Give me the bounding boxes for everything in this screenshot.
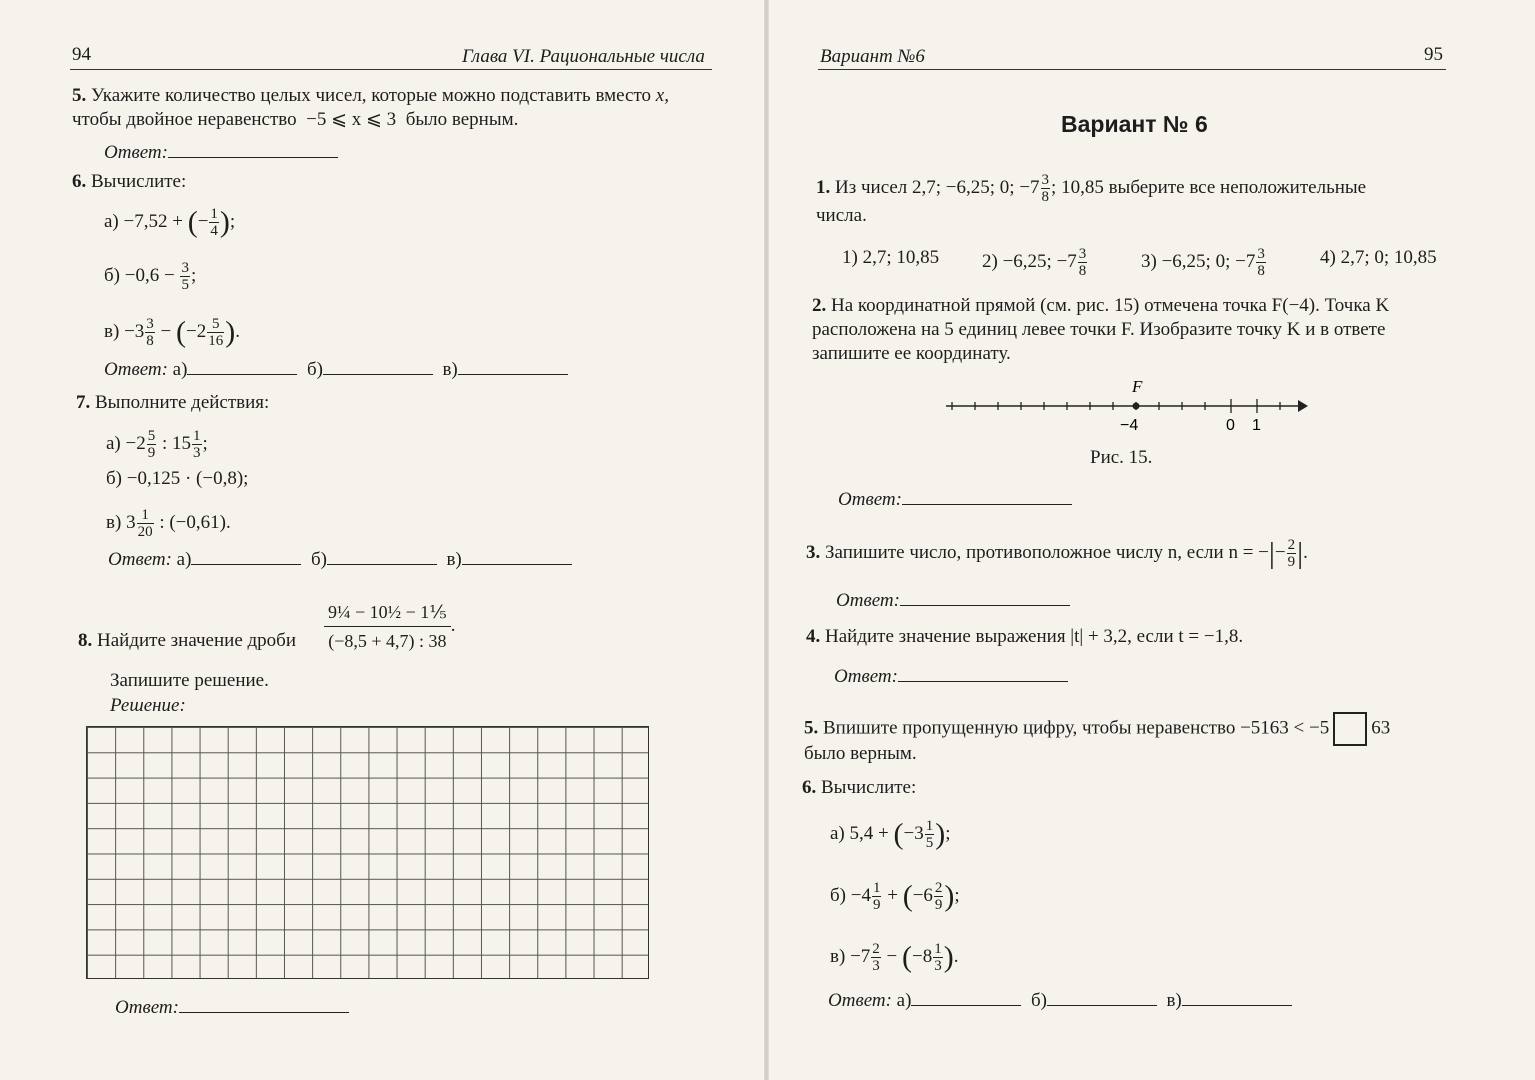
answer-line[interactable]: [179, 994, 349, 1013]
question-1-right: 1. Из чисел 2,7; −6,25; 0; −7 $\frac{3}{8}$ ; 10,85 выберите все неположительные: [816, 172, 1367, 205]
tick-label-1: 1: [1252, 417, 1261, 434]
q6-item-b: б) −0,6 − $\frac{3}{5}$ ;: [104, 260, 197, 293]
answer-line[interactable]: [902, 486, 1072, 505]
answer-line-b[interactable]: [327, 546, 437, 565]
header-rule-left: [70, 69, 712, 70]
number-line: [940, 372, 1320, 442]
answer-q7-left: Ответ: а) б) в): [108, 546, 572, 572]
answer-q4-right: Ответ:: [834, 663, 1068, 689]
question-5-right: 5. Впишите пропущенную цифру, чтобы неравенство −5163 < −5 63: [804, 712, 1390, 746]
answer-q8-left: Ответ:: [115, 994, 349, 1020]
q6-item-a: а) −7,52 + (− $\frac{1}{4}$ );: [104, 205, 236, 239]
chapter-header: Глава VI. Рациональные числа: [462, 46, 705, 67]
page-number-left: 94: [72, 44, 91, 65]
figure-caption: Рис. 15.: [1090, 447, 1153, 468]
q6r-item-b: б) −4 $\frac{1}{9}$ + (−6 $\frac{2}{9}$ );: [830, 879, 960, 913]
q1-option-2: 2) −6,25; −7 $\frac{3}{8}$: [982, 246, 1087, 279]
answer-line[interactable]: [898, 663, 1068, 682]
answer-line-a[interactable]: [191, 546, 301, 565]
question-2-right: 2. На координатной прямой (см. рис. 15) отмечена точка F(−4). Точка K: [812, 295, 1390, 316]
answer-line-c[interactable]: [458, 356, 568, 375]
page-number-right: 95: [1424, 44, 1443, 65]
question-8-left: 8. Найдите значение дроби: [78, 630, 296, 651]
answer-line[interactable]: [900, 587, 1070, 606]
q8-write-solution: Запишите решение.: [110, 670, 269, 691]
answer-line-c[interactable]: [462, 546, 572, 565]
q7-item-b: б) −0,125 · (−0,8);: [106, 468, 249, 489]
missing-digit-box[interactable]: [1333, 712, 1367, 746]
variant-header: Вариант №6: [820, 46, 925, 67]
question-6-right: 6. Вычислите:: [802, 777, 917, 798]
answer-q6-left: Ответ: а) б) в): [104, 356, 568, 382]
q6-item-c: в) −3 $\frac{3}{8}$ − (−2 $\frac{5}{16}$ ).: [104, 315, 240, 349]
answer-line-c[interactable]: [1182, 987, 1292, 1006]
book-spine: [764, 0, 769, 1080]
answer-q3-right: Ответ:: [836, 587, 1070, 613]
question-6-left: 6. Вычислите:: [72, 171, 187, 192]
question-3-right: 3. Запишите число, противоположное числу n, если n = −|− $\frac{2}{9}$ |.: [806, 536, 1308, 570]
q7-item-c: в) 3 $\frac{1}{20}$ : (−0,61).: [106, 507, 231, 540]
answer-q5-left: Ответ:: [104, 139, 338, 165]
point-f-label: F: [1132, 377, 1143, 396]
question-4-right: 4. Найдите значение выражения |t| + 3,2, если t = −1,8.: [806, 626, 1244, 647]
variant-title: Вариант № 6: [1061, 111, 1208, 137]
answer-q6-right: Ответ: а) б) в): [828, 987, 1292, 1013]
answer-line-b[interactable]: [1047, 987, 1157, 1006]
q8-solution-label: Решение:: [110, 695, 186, 716]
question-5-left: 5. Укажите количество целых чисел, которые можно подставить вместо x,: [72, 85, 669, 106]
answer-line[interactable]: [168, 139, 338, 158]
header-rule-right: [818, 69, 1446, 70]
q8-fraction: $\frac{\text{9¼ − 10½ − 1⅕}}{(-8,5 + 4,7) : 38}$ .: [324, 600, 456, 653]
answer-line-a[interactable]: [187, 356, 297, 375]
answer-q2-right: Ответ:: [838, 486, 1072, 512]
q7-item-a: а) −2 $\frac{5}{9}$ : 15 $\frac{1}{3}$ ;: [106, 428, 208, 461]
q1-option-4: 4) 2,7; 0; 10,85: [1320, 247, 1437, 268]
q6r-item-c: в) −7 $\frac{2}{3}$ − (−8 $\frac{1}{3}$ ).: [830, 940, 959, 974]
tick-label-minus4: −4: [1120, 417, 1139, 434]
q1-option-1: 1) 2,7; 10,85: [842, 247, 940, 268]
answer-line-a[interactable]: [911, 987, 1021, 1006]
point-f-marker: [1133, 403, 1140, 410]
answer-line-b[interactable]: [323, 356, 433, 375]
q6r-item-a: а) 5,4 + (−3 $\frac{1}{5}$ );: [830, 817, 951, 851]
question-7-left: 7. Выполните действия:: [76, 392, 270, 413]
tick-label-0: 0: [1226, 417, 1235, 434]
q1-option-3: 3) −6,25; 0; −7 $\frac{3}{8}$: [1141, 246, 1265, 279]
solution-grid[interactable]: [86, 726, 649, 979]
